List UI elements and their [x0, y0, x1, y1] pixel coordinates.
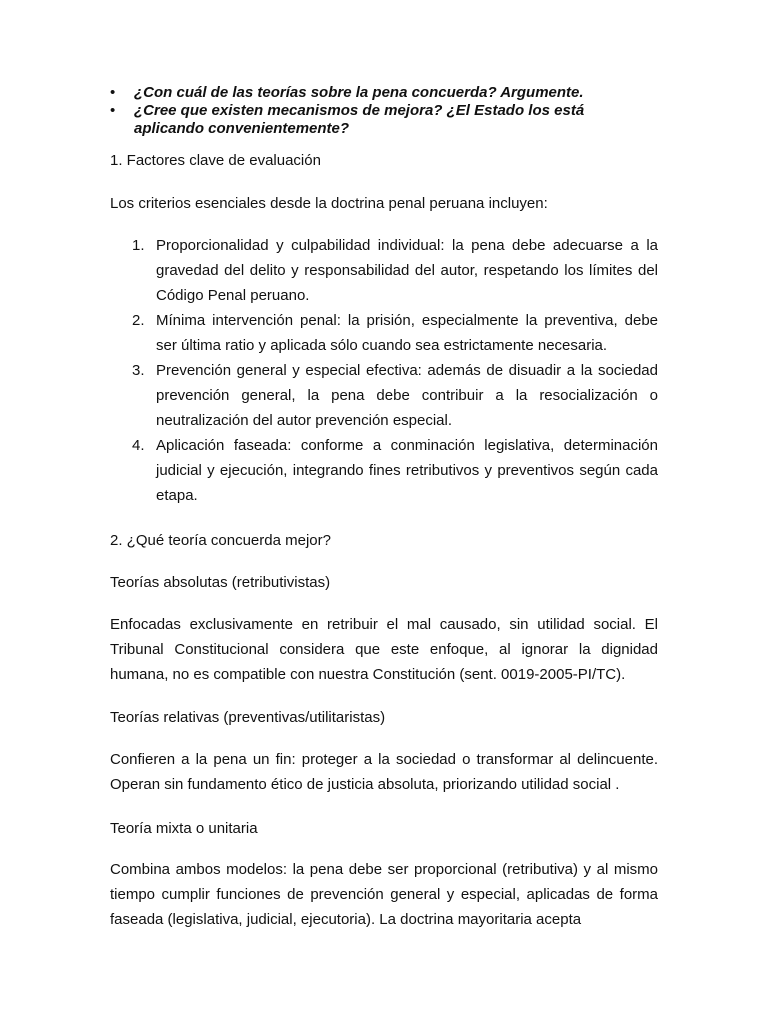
- paragraph: Combina ambos modelos: la pena debe ser proporcional (retributiva) y al mismo tiempo cumplir funciones de prevención general y especial, aplicadas de forma faseada (legislativa, judicial, ejecutoria). La doctrina mayoritaria acepta: [110, 861, 658, 928]
- subsection-heading: Teorías absolutas (retributivistas): [110, 574, 331, 591]
- question-text: ¿Cree que existen mecanismos de mejora? ¿El Estado los está aplicando convenientemente?: [134, 102, 585, 137]
- list-number: 1.: [132, 237, 145, 254]
- list-number: 3.: [132, 362, 145, 379]
- paragraph: Enfocadas exclusivamente en retribuir el mal causado, sin utilidad social. El Tribunal Constitucional considera que este enfoque, al ignorar la dignidad humana, no es compatible con nuestra Constitución (sent. 0019-2005-PI/TC).: [110, 616, 658, 683]
- paragraph: Los criterios esenciales desde la doctrina penal peruana incluyen:: [110, 195, 548, 212]
- question-list: [110, 84, 658, 138]
- bullet-icon: •: [110, 84, 116, 101]
- bullet-icon: •: [110, 102, 116, 119]
- question-text: ¿Con cuál de las teorías sobre la pena concuerda? Argumente.: [134, 84, 584, 101]
- list-number: 4.: [132, 437, 145, 454]
- question-item: [110, 102, 658, 138]
- criteria-item: [110, 358, 658, 433]
- criteria-text: Aplicación faseada: conforme a conminación legislativa, determinación judicial y ejecución, integrando fines retributivos y preventivos según cada etapa.: [156, 437, 658, 504]
- criteria-item: [110, 308, 658, 358]
- question-item: [110, 84, 658, 102]
- subsection-heading: Teoría mixta o unitaria: [110, 820, 258, 837]
- criteria-text: Mínima intervención penal: la prisión, especialmente la preventiva, debe ser última ratio y aplicada sólo cuando sea estrictamente necesaria.: [156, 312, 658, 354]
- criteria-text: Prevención general y especial efectiva: además de disuadir a la sociedad prevención general, la pena debe contribuir a la resocialización o neutralización del autor prevención especial.: [156, 362, 658, 429]
- criteria-text: Proporcionalidad y culpabilidad individual: la pena debe adecuarse a la gravedad del delito y responsabilidad del autor, respetando los límites del Código Penal peruano.: [156, 237, 658, 304]
- criteria-item: [110, 433, 658, 508]
- criteria-item: [110, 233, 658, 308]
- paragraph: Confieren a la pena un fin: proteger a la sociedad o transformar al delincuente. Operan sin fundamento ético de justicia absoluta, priorizando utilidad social .: [110, 751, 658, 793]
- section-heading: 1. Factores clave de evaluación: [110, 152, 321, 169]
- list-number: 2.: [132, 312, 145, 329]
- subsection-heading: Teorías relativas (preventivas/utilitaristas): [110, 709, 386, 726]
- criteria-list: [110, 233, 658, 508]
- section-heading: 2. ¿Qué teoría concuerda mejor?: [110, 532, 331, 549]
